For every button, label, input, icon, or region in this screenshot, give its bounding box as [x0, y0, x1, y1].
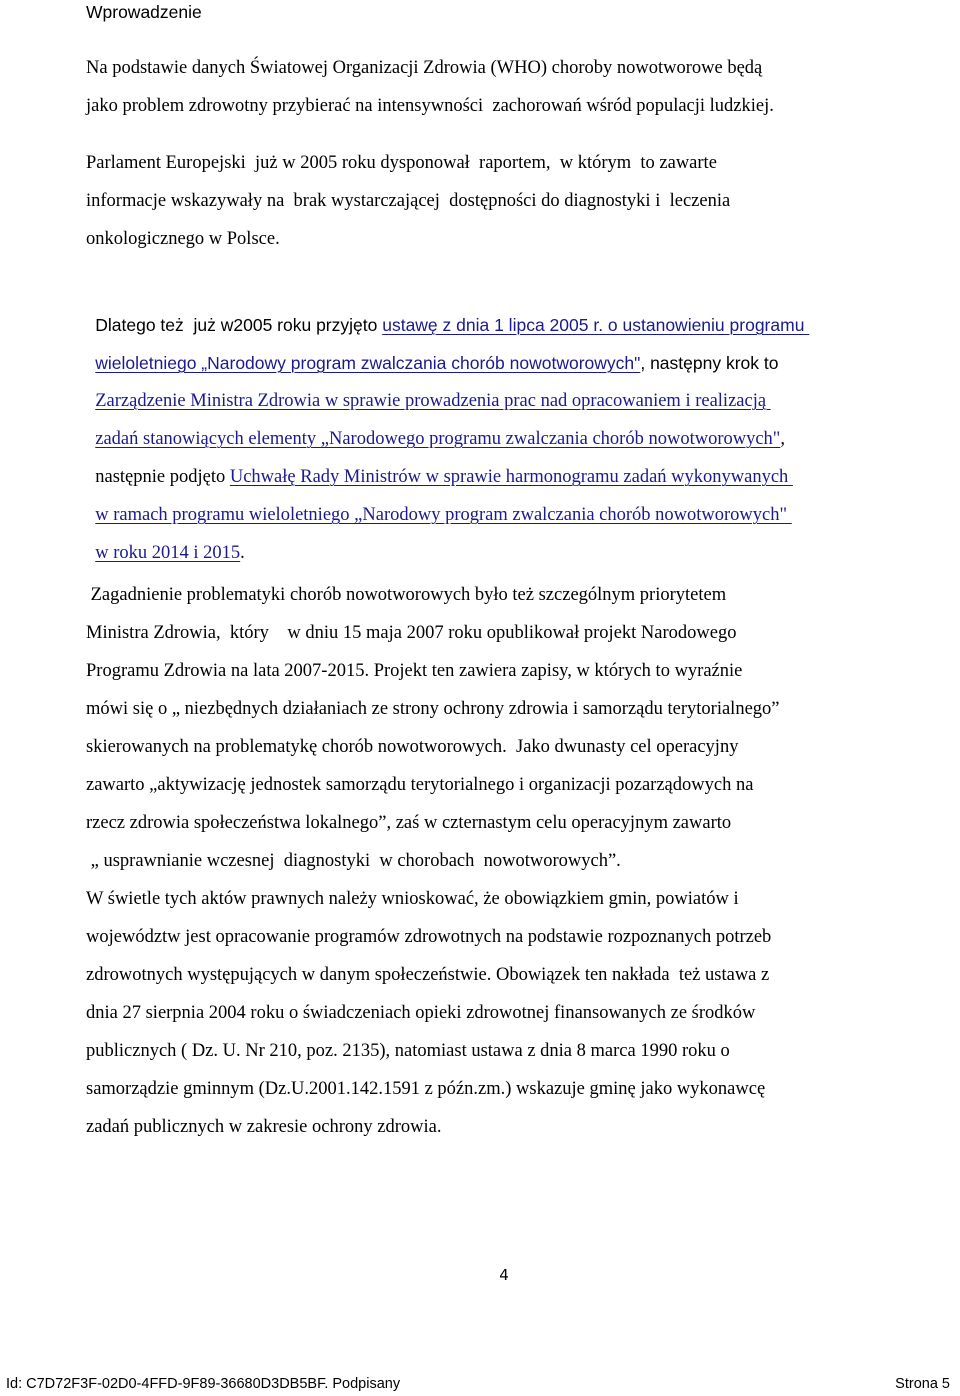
paragraph-4-line: zawarto „aktywizację jednostek samorządu terytorialnego i organizacji pozarządowych na [86, 775, 754, 795]
regulation-link[interactable]: Zarządzenie Ministra Zdrowia w sprawie prowadzenia prac nad opracowaniem i realizacją [95, 391, 771, 411]
paragraph-3-text: . [240, 543, 245, 563]
paragraph-3-text: następnie podjęto [95, 467, 230, 487]
paragraph-3-line [86, 520, 245, 564]
paragraph-3-text: , [780, 429, 785, 449]
footer-page-label: Strona 5 [895, 1376, 950, 1392]
paragraph-4-line: samorządzie gminnym (Dz.U.2001.142.1591 z późn.zm.) wskazuje gminę jako wykonawcę [86, 1079, 766, 1099]
law-link[interactable]: wieloletniego „Narodowy program zwalczania chorób nowotworowych" [95, 353, 641, 373]
paragraph-4-line: rzecz zdrowia społeczeństwa lokalnego”, zaś w czternastym celu operacyjnym zawarto [86, 813, 732, 833]
footer-document-id: Id: C7D72F3F-02D0-4FFD-9F89-36680D3DB5BF. Podpisany [6, 1376, 401, 1392]
paragraph-4-line: Ministra Zdrowia, który w dniu 15 maja 2007 roku opublikował projekt Narodowego [86, 623, 737, 643]
section-heading: Wprowadzenie [86, 2, 202, 22]
paragraph-4-line: W świetle tych aktów prawnych należy wnioskować, że obowiązkiem gmin, powiatów i [86, 889, 739, 909]
paragraph-4-line: dnia 27 sierpnia 2004 roku o świadczeniach opieki zdrowotnej finansowanych ze środków [86, 1003, 756, 1023]
paragraph-4-line: zdrowotnych występujących w danym społeczeństwie. Obowiązek ten nakłada też ustawa z [86, 965, 770, 985]
paragraph-4-line: skierowanych na problematykę chorób nowotworowych. Jako dwunasty cel operacyjny [86, 737, 739, 757]
law-link[interactable]: ustawę z dnia 1 lipca 2005 r. o ustanowieniu programu [382, 315, 810, 335]
page-number: 4 [499, 1266, 509, 1284]
paragraph-1-line: jako problem zdrowotny przybierać na intensywności zachorowań wśród populacji ludzkiej. [86, 96, 774, 116]
paragraph-1-line: Na podstawie danych Światowej Organizacji Zdrowia (WHO) choroby nowotworowe będą [86, 58, 763, 78]
paragraph-4-line: Programu Zdrowia na lata 2007-2015. Projekt ten zawiera zapisy, w których to wyraźnie [86, 661, 743, 681]
paragraph-2-line: onkologicznego w Polsce. [86, 229, 280, 249]
paragraph-4-line: zadań publicznych w zakresie ochrony zdrowia. [86, 1117, 442, 1137]
paragraph-4-line: mówi się o „ niezbędnych działaniach ze strony ochrony zdrowia i samorządu terytorialnego” [86, 699, 780, 719]
regulation-link[interactable]: zadań stanowiących elementy „Narodowego programu zwalczania chorób nowotworowych" [95, 429, 781, 449]
paragraph-4-line: publicznych ( Dz. U. Nr 210, poz. 2135), natomiast ustawa z dnia 8 marca 1990 roku o [86, 1041, 730, 1061]
paragraph-2-line: Parlament Europejski już w 2005 roku dysponował raportem, w którym to zawarte [86, 153, 717, 173]
paragraph-3-text: , następny krok to [640, 353, 779, 373]
resolution-link[interactable]: w roku 2014 i 2015 [95, 543, 241, 563]
resolution-link[interactable]: w ramach programu wieloletniego „Narodowy program zwalczania chorób nowotworowych" [95, 505, 792, 525]
paragraph-4-line: „ usprawnianie wczesnej diagnostyki w chorobach nowotworowych”. [86, 851, 621, 871]
paragraph-3-text: Dlatego też już w2005 roku przyjęto [95, 315, 383, 335]
paragraph-2-line: informacje wskazywały na brak wystarczającej dostępności do diagnostyki i leczenia [86, 191, 731, 211]
paragraph-4-line: Zagadnienie problematyki chorób nowotworowych było też szczególnym priorytetem [86, 585, 727, 605]
paragraph-4-line: województw jest opracowanie programów zdrowotnych na podstawie rozpoznanych potrzeb [86, 927, 772, 947]
resolution-link[interactable]: Uchwałę Rady Ministrów w sprawie harmonogramu zadań wykonywanych [229, 467, 793, 487]
